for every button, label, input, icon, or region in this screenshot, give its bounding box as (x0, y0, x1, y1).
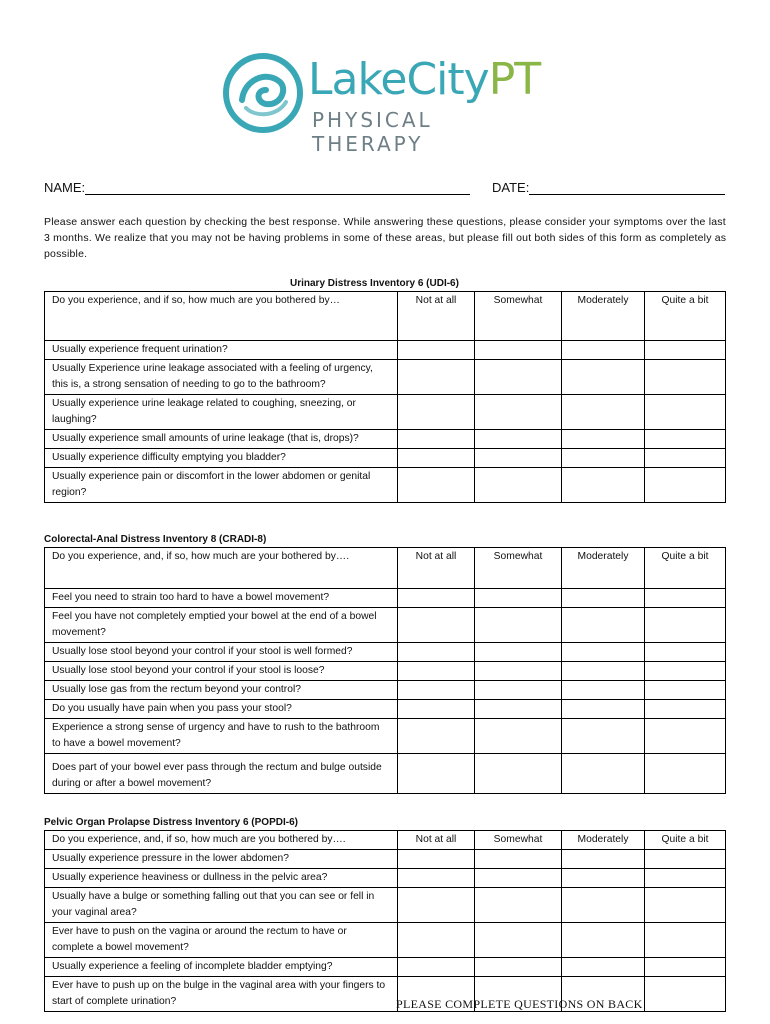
table-row (45, 643, 726, 662)
answer-cell[interactable] (562, 719, 645, 754)
table-row (45, 430, 726, 449)
answer-cell[interactable] (562, 608, 645, 643)
answer-cell[interactable] (475, 850, 562, 869)
question-text: Usually lose stool beyond your control if your stool is loose? (45, 662, 398, 681)
answer-cell[interactable] (562, 468, 645, 503)
table-header-row (45, 548, 726, 589)
answer-cell[interactable] (645, 888, 726, 923)
date-field[interactable] (492, 180, 725, 195)
swirl-logo-icon (222, 52, 304, 134)
table-row (45, 869, 726, 888)
table-row (45, 719, 726, 754)
answer-cell[interactable] (475, 958, 562, 977)
answer-cell[interactable] (398, 589, 475, 608)
question-text: Usually Experience urine leakage associated with a feeling of urgency, this is, a strong sensation of needing to go to the bathroom? (45, 360, 398, 395)
instructions: Please answer each question by checking the best response. While answering these questions, please consider your symptoms over the last 3 months. We realize that you may not be having problems in some of these areas, but please fill out both sides of this form as completely as possible. (44, 216, 727, 260)
table-row (45, 662, 726, 681)
section-title-popdi6: Pelvic Organ Prolapse Distress Inventory 6 (POPDI-6) (44, 817, 298, 828)
answer-cell[interactable] (398, 430, 475, 449)
answer-cell[interactable] (645, 869, 726, 888)
answer-cell[interactable] (562, 662, 645, 681)
col-somewhat: Somewhat (475, 548, 562, 589)
table-row (45, 850, 726, 869)
answer-cell[interactable] (645, 430, 726, 449)
answer-cell[interactable] (398, 449, 475, 468)
answer-cell[interactable] (475, 869, 562, 888)
answer-cell[interactable] (398, 608, 475, 643)
answer-cell[interactable] (562, 923, 645, 958)
logo-wordmark: LakeCityPT (308, 54, 541, 105)
answer-cell[interactable] (645, 643, 726, 662)
question-text: Feel you have not completely emptied your bowel at the end of a bowel movement? (45, 608, 398, 643)
question-text: Usually experience urine leakage related to coughing, sneezing, or laughing? (45, 395, 398, 430)
answer-cell[interactable] (645, 719, 726, 754)
answer-cell[interactable] (645, 977, 726, 1012)
table-row (45, 589, 726, 608)
question-header: Do you experience, and, if so, how much are you bothered by…. (45, 831, 398, 850)
answer-cell[interactable] (475, 395, 562, 430)
answer-cell[interactable] (645, 754, 726, 794)
answer-cell[interactable] (562, 341, 645, 360)
logo-tagline: PHYSICAL THERAPY (312, 108, 433, 156)
question-text: Usually experience small amounts of urine leakage (that is, drops)? (45, 430, 398, 449)
answer-cell[interactable] (645, 341, 726, 360)
question-text: Usually experience heaviness or dullness in the pelvic area? (45, 869, 398, 888)
answer-cell[interactable] (645, 923, 726, 958)
answer-cell[interactable] (475, 923, 562, 958)
col-moderately: Moderately (562, 292, 645, 341)
answer-cell[interactable] (645, 608, 726, 643)
answer-cell[interactable] (645, 958, 726, 977)
answer-cell[interactable] (562, 850, 645, 869)
answer-cell[interactable] (645, 395, 726, 430)
answer-cell[interactable] (398, 958, 475, 977)
question-text: Usually have a bulge or something falling out that you can see or fell in your vaginal area? (45, 888, 398, 923)
answer-cell[interactable] (398, 341, 475, 360)
answer-cell[interactable] (562, 643, 645, 662)
table-header-row (45, 831, 726, 850)
answer-cell[interactable] (562, 589, 645, 608)
col-quite-a-bit: Quite a bit (645, 548, 726, 589)
table-row (45, 608, 726, 643)
answer-cell[interactable] (398, 468, 475, 503)
table-row (45, 681, 726, 700)
answer-cell[interactable] (475, 608, 562, 643)
answer-cell[interactable] (562, 888, 645, 923)
answer-cell[interactable] (475, 662, 562, 681)
name-field[interactable] (44, 180, 470, 195)
answer-cell[interactable] (475, 589, 562, 608)
table-row (45, 395, 726, 430)
answer-cell[interactable] (475, 719, 562, 754)
answer-cell[interactable] (398, 700, 475, 719)
question-text: Usually lose gas from the rectum beyond your control? (45, 681, 398, 700)
answer-cell[interactable] (645, 449, 726, 468)
cradi8-table (44, 547, 726, 794)
answer-cell[interactable] (398, 923, 475, 958)
table-row (45, 360, 726, 395)
answer-cell[interactable] (475, 468, 562, 503)
answer-cell[interactable] (645, 681, 726, 700)
answer-cell[interactable] (475, 341, 562, 360)
table-header-row (45, 292, 726, 341)
answer-cell[interactable] (398, 754, 475, 794)
table-row (45, 958, 726, 977)
answer-cell[interactable] (562, 958, 645, 977)
answer-cell[interactable] (398, 643, 475, 662)
company-logo (222, 52, 552, 156)
section-title-cradi8: Colorectal-Anal Distress Inventory 8 (CRADI-8) (44, 534, 267, 545)
name-line[interactable] (85, 180, 470, 195)
question-text: Usually experience pressure in the lower abdomen? (45, 850, 398, 869)
question-text: Does part of your bowel ever pass through the rectum and bulge outside during or after a bowel movement? (45, 754, 398, 794)
answer-cell[interactable] (562, 869, 645, 888)
answer-cell[interactable] (475, 681, 562, 700)
answer-cell[interactable] (475, 430, 562, 449)
answer-cell[interactable] (398, 888, 475, 923)
answer-cell[interactable] (645, 700, 726, 719)
question-text: Usually lose stool beyond your control if your stool is well formed? (45, 643, 398, 662)
question-text: Usually experience frequent urination? (45, 341, 398, 360)
col-quite-a-bit: Quite a bit (645, 831, 726, 850)
question-header: Do you experience, and if so, how much are you bothered by… (45, 292, 398, 341)
answer-cell[interactable] (398, 719, 475, 754)
table-row (45, 449, 726, 468)
col-not-at-all: Not at all (398, 548, 475, 589)
date-label: DATE: (492, 180, 530, 195)
date-line[interactable] (529, 180, 725, 195)
col-moderately: Moderately (562, 831, 645, 850)
question-text: Feel you need to strain too hard to have a bowel movement? (45, 589, 398, 608)
answer-cell[interactable] (398, 360, 475, 395)
answer-cell[interactable] (475, 360, 562, 395)
col-moderately: Moderately (562, 548, 645, 589)
question-text: Usually experience difficulty emptying you bladder? (45, 449, 398, 468)
answer-cell[interactable] (398, 662, 475, 681)
question-text: Ever have to push on the vagina or around the rectum to have or complete a bowel movement? (45, 923, 398, 958)
udi6-table (44, 291, 726, 503)
question-text: Usually experience a feeling of incomplete bladder emptying? (45, 958, 398, 977)
answer-cell[interactable] (562, 754, 645, 794)
table-row (45, 468, 726, 503)
answer-cell[interactable] (475, 754, 562, 794)
answer-cell[interactable] (645, 360, 726, 395)
answer-cell[interactable] (645, 468, 726, 503)
table-row (45, 700, 726, 719)
footer-note: PLEASE COMPLETE QUESTIONS ON BACK (396, 997, 643, 1011)
answer-cell[interactable] (562, 360, 645, 395)
col-somewhat: Somewhat (475, 831, 562, 850)
answer-cell[interactable] (475, 888, 562, 923)
question-text: Experience a strong sense of urgency and have to rush to the bathroom to have a bowel movement? (45, 719, 398, 754)
col-not-at-all: Not at all (398, 831, 475, 850)
answer-cell[interactable] (475, 643, 562, 662)
table-row (45, 923, 726, 958)
table-row (45, 888, 726, 923)
col-quite-a-bit: Quite a bit (645, 292, 726, 341)
answer-cell[interactable] (398, 395, 475, 430)
name-label: NAME: (44, 180, 86, 195)
answer-cell[interactable] (645, 662, 726, 681)
answer-cell[interactable] (562, 395, 645, 430)
answer-cell[interactable] (475, 449, 562, 468)
answer-cell[interactable] (562, 449, 645, 468)
answer-cell[interactable] (398, 869, 475, 888)
table-row (45, 341, 726, 360)
answer-cell[interactable] (645, 589, 726, 608)
answer-cell[interactable] (398, 850, 475, 869)
question-text: Ever have to push up on the bulge in the vaginal area with your fingers to start of complete urination? (45, 977, 398, 1012)
table-row (45, 754, 726, 794)
col-not-at-all: Not at all (398, 292, 475, 341)
section-title-udi6: Urinary Distress Inventory 6 (UDI-6) (290, 278, 459, 289)
answer-cell[interactable] (475, 700, 562, 719)
question-text: Do you usually have pain when you pass your stool? (45, 700, 398, 719)
answer-cell[interactable] (645, 850, 726, 869)
popdi6-table (44, 830, 726, 1012)
col-somewhat: Somewhat (475, 292, 562, 341)
answer-cell[interactable] (562, 700, 645, 719)
question-text: Usually experience pain or discomfort in the lower abdomen or genital region? (45, 468, 398, 503)
question-header: Do you experience, and, if so, how much are your bothered by…. (45, 548, 398, 589)
answer-cell[interactable] (398, 681, 475, 700)
answer-cell[interactable] (562, 430, 645, 449)
answer-cell[interactable] (562, 681, 645, 700)
